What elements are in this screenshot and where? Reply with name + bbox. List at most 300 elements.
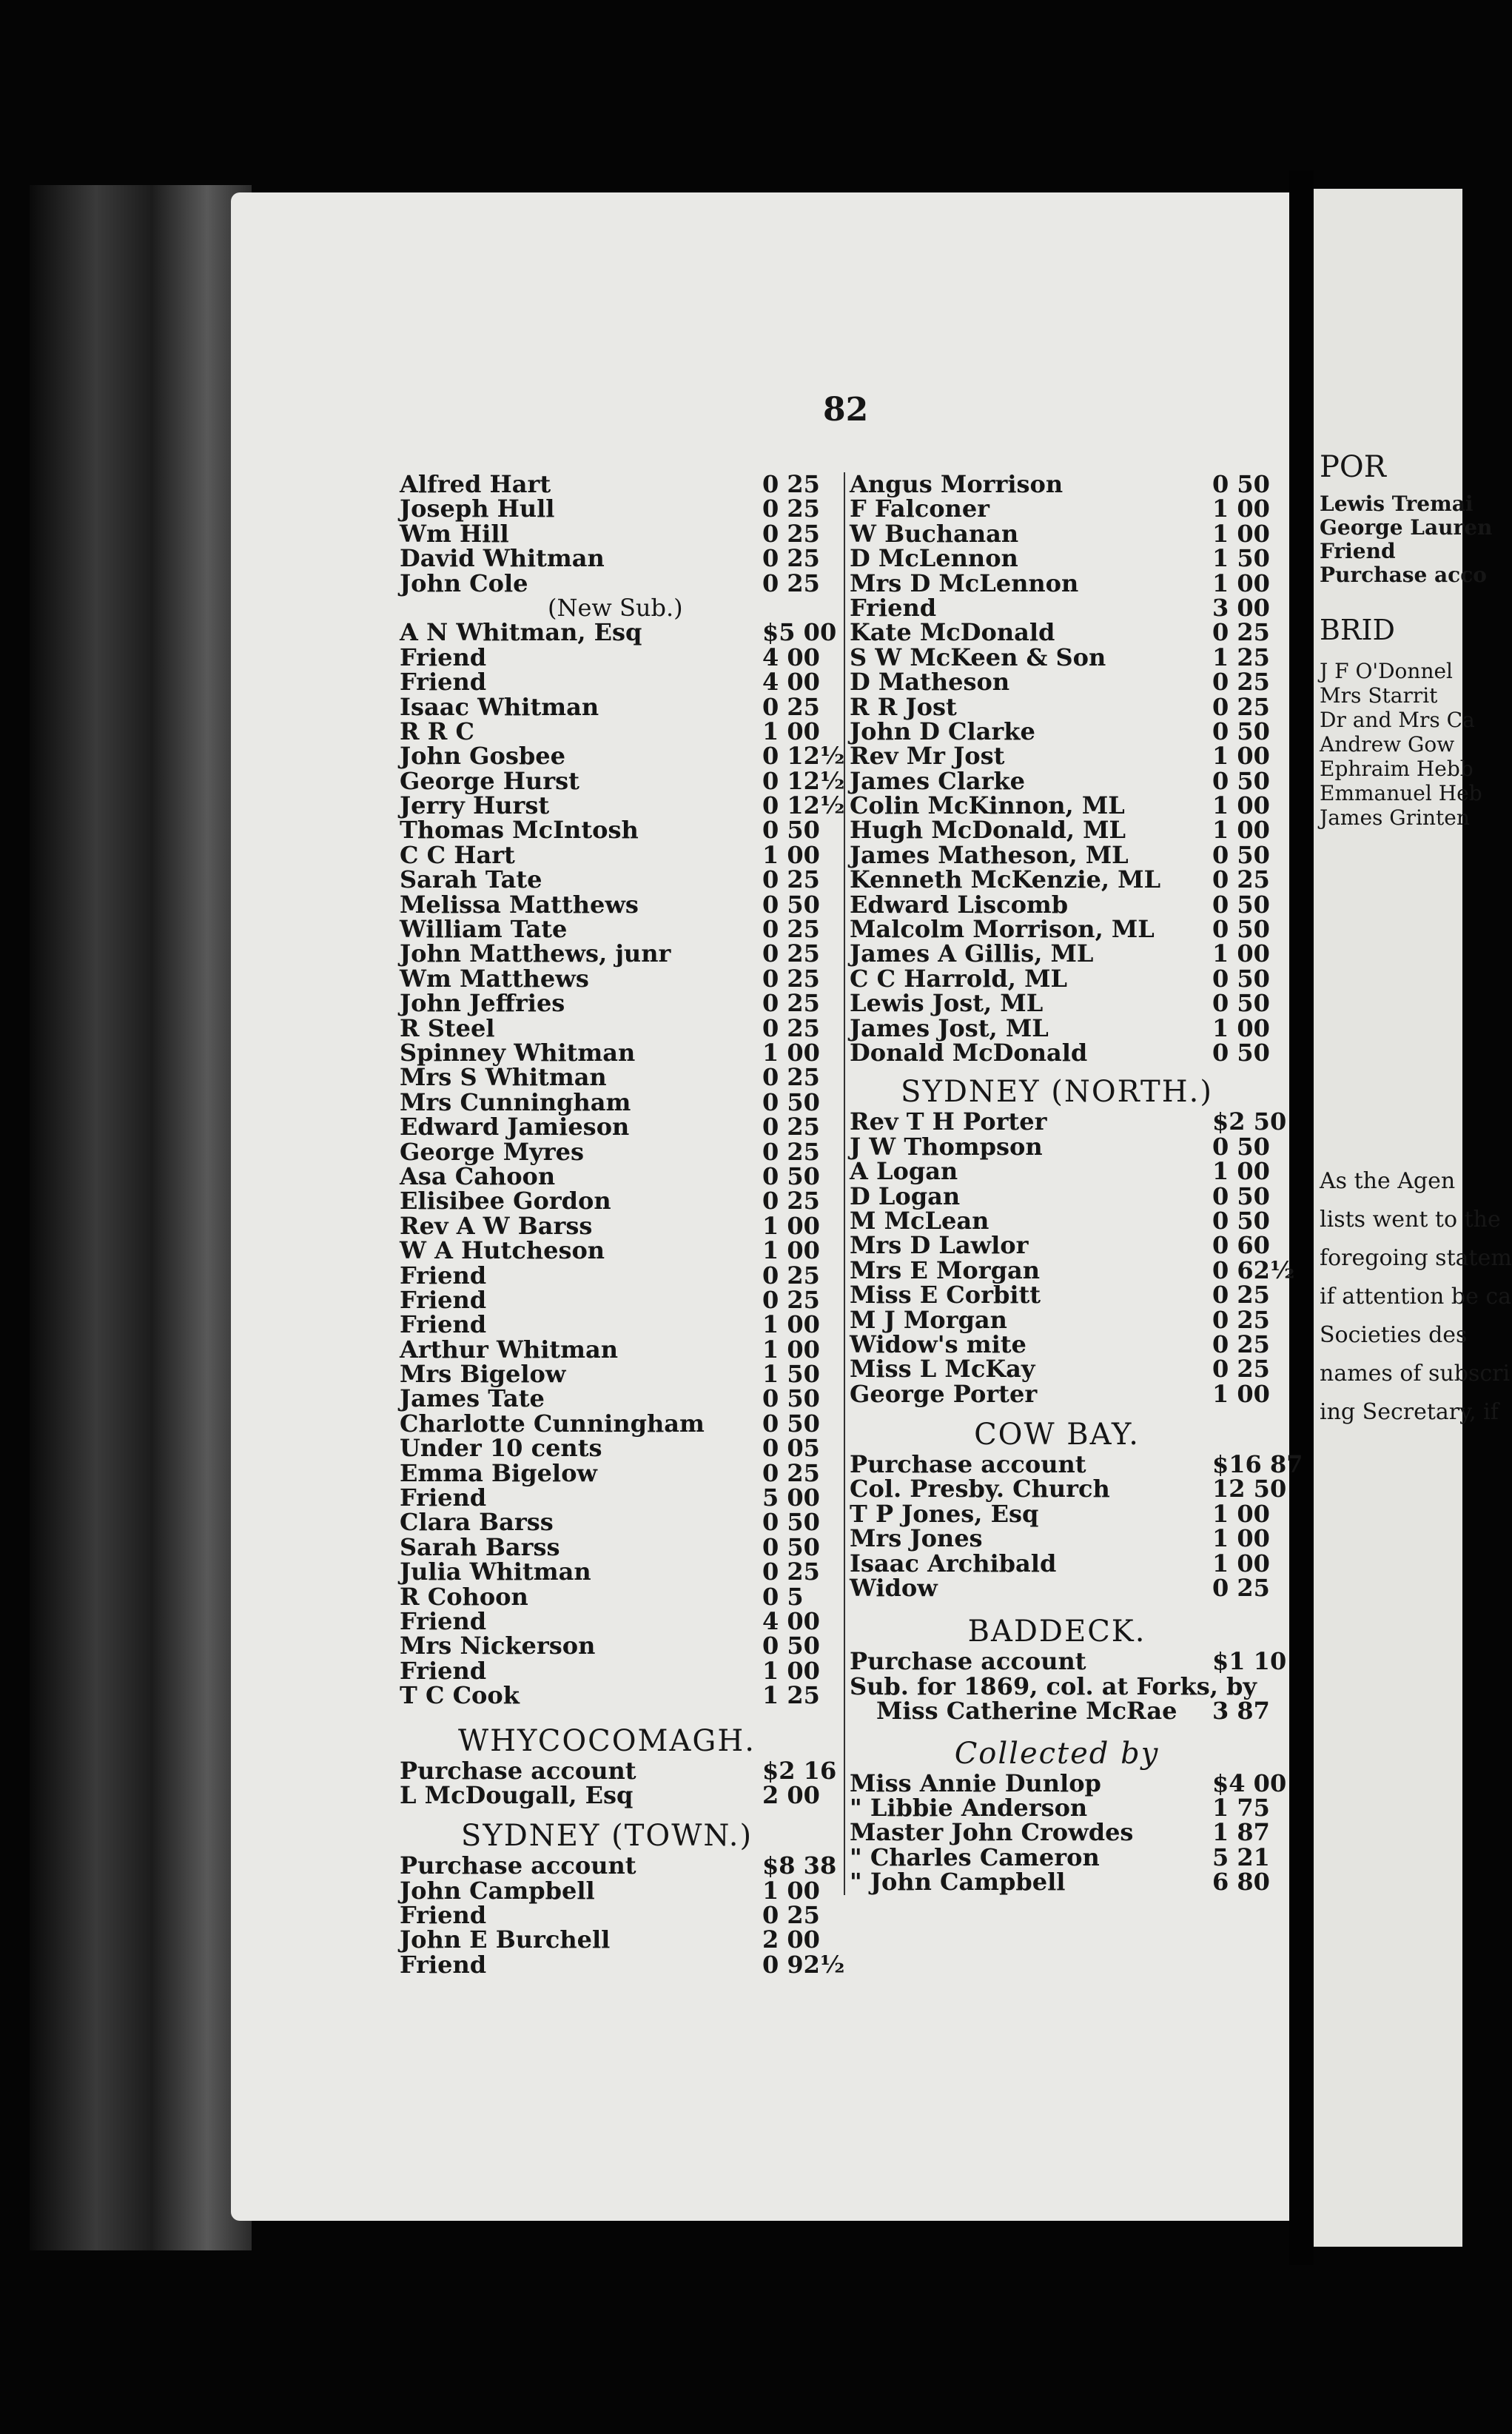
right-page-line: Lewis Tremai [1320, 492, 1474, 516]
subscriber-name: A Logan [850, 1157, 958, 1186]
amount: 0 50 [1212, 1206, 1270, 1235]
right-page-line: J F O'Donnel [1320, 659, 1454, 683]
amount: 0 62½ [1212, 1255, 1295, 1284]
list-item [850, 1107, 1287, 1136]
amount: 0 5 [762, 1582, 804, 1611]
list-item [850, 1674, 1264, 1699]
subscriber-name: Mrs Jones [850, 1524, 983, 1553]
subscriber-name: Friend [400, 1656, 487, 1685]
amount: 1 00 [762, 1211, 820, 1240]
amount: 12 50 [1212, 1475, 1287, 1503]
subscriber-name: Friend [400, 1901, 487, 1930]
list-item [850, 939, 1270, 968]
amount: 0 50 [762, 1532, 820, 1561]
amount: 3 87 [1212, 1697, 1270, 1726]
subscriber-name: R R C [400, 717, 474, 745]
list-item [850, 1549, 1270, 1578]
subscriber-name: Julia Whitman [400, 1558, 591, 1586]
subscriber-name: Purchase account [400, 1756, 636, 1785]
amount: 1 00 [1212, 1499, 1270, 1528]
amount: 0 50 [1212, 964, 1270, 993]
list-item [850, 1013, 1270, 1042]
amount: 0 25 [762, 692, 820, 721]
amount: 0 25 [762, 1458, 820, 1487]
subscriber-name: D Matheson [850, 668, 1010, 697]
subscriber-name: Purchase account [850, 1450, 1086, 1479]
subscriber-name: T C Cook [400, 1681, 520, 1710]
section-heading-baddeck: BADDECK. [967, 1615, 1146, 1649]
list-item [400, 1950, 845, 1979]
list-item [850, 1843, 1270, 1871]
subscriber-name: William Tate [400, 915, 568, 944]
list-item [400, 1187, 820, 1216]
amount: 1 00 [762, 1310, 820, 1339]
amount: 1 00 [1212, 1524, 1270, 1553]
amount: 1 50 [1212, 544, 1270, 573]
amount: $4 00 [1212, 1768, 1287, 1797]
amount: 0 25 [762, 865, 820, 894]
list-item [400, 890, 820, 919]
list-item [400, 742, 845, 771]
amount: 1 00 [1212, 1379, 1270, 1408]
amount: 1 00 [1212, 816, 1270, 845]
amount: 0 50 [762, 1632, 820, 1660]
section-heading-sydney-north: SYDNEY (NORTH.) [901, 1075, 1213, 1110]
subscriber-name: L McDougall, Esq [400, 1780, 634, 1809]
list-item [400, 1236, 820, 1265]
list-item [850, 519, 1270, 548]
subscriber-name: Purchase account [850, 1647, 1086, 1676]
subscriber-name: " Libbie Anderson [850, 1793, 1088, 1822]
book-page-right [1314, 189, 1512, 2247]
amount: 1 00 [762, 1236, 820, 1265]
list-item [400, 519, 820, 548]
subscriber-name: S W McKeen & Son [850, 643, 1106, 671]
list-item [850, 717, 1270, 745]
right-page-line: Purchase acco [1320, 563, 1487, 587]
list-item [400, 1261, 820, 1290]
amount: 0 25 [1212, 1330, 1270, 1358]
amount: 1 00 [1212, 939, 1270, 968]
subscriber-name: Rev Mr Jost [850, 742, 1005, 771]
list-item [850, 865, 1270, 894]
right-page-heading: POR [1320, 450, 1386, 484]
subscriber-name: Melissa Matthews [400, 890, 639, 919]
list-item [400, 1409, 820, 1438]
subscriber-name: John Gosbee [400, 742, 565, 771]
list-item [400, 494, 820, 523]
subscriber-name: John Jeffries [400, 989, 565, 1018]
subscriber-name: R R Jost [850, 692, 957, 721]
subscriber-name: Joseph Hull [400, 494, 555, 523]
subscriber-name: Alfred Hart [400, 470, 551, 498]
right-page-line: Ephraim Hebb [1320, 757, 1474, 781]
amount: 1 00 [762, 717, 820, 745]
list-item [400, 816, 820, 845]
amount: 0 50 [1212, 890, 1270, 919]
amount: 1 00 [762, 1038, 820, 1067]
subscriber-name: Arthur Whitman [400, 1335, 618, 1364]
amount: 1 00 [1212, 1013, 1270, 1042]
subscriber-name: Edward Liscomb [850, 890, 1069, 919]
list-item [850, 1038, 1270, 1067]
amount: 1 00 [1212, 494, 1270, 523]
subscriber-name: Donald McDonald [850, 1038, 1088, 1067]
amount: 0 25 [762, 939, 820, 968]
list-item [400, 1582, 814, 1611]
list-item [400, 1925, 820, 1954]
amount: 0 25 [762, 494, 820, 523]
subscriber-name: Rev A W Barss [400, 1211, 593, 1240]
list-item [400, 1780, 820, 1809]
right-page-paragraph-line: lists went to the [1320, 1207, 1501, 1233]
right-page-paragraph-line: Societies des [1320, 1322, 1468, 1348]
list-item [850, 1647, 1287, 1676]
subscriber-name: Charlotte Cunningham [400, 1409, 705, 1438]
subscriber-name: W A Hutcheson [400, 1236, 605, 1265]
list-item [400, 1360, 820, 1389]
list-item [400, 915, 820, 944]
subscriber-name: James A Gillis, ML [850, 939, 1094, 968]
subscriber-name: Friend [400, 668, 487, 697]
list-item [850, 742, 1270, 771]
list-item [850, 1768, 1287, 1797]
list-item [850, 569, 1270, 597]
right-page-line: George Lauren [1320, 515, 1493, 540]
list-item [850, 840, 1270, 869]
amount: 1 00 [1212, 1549, 1270, 1578]
amount: 0 05 [762, 1434, 820, 1463]
subscriber-name: D Logan [850, 1181, 961, 1210]
list-item [400, 668, 820, 697]
list-item [400, 1656, 820, 1685]
list-item [850, 692, 1270, 721]
amount: 0 25 [762, 1901, 820, 1930]
subscriber-name: Sub. for 1869, col. at Forks, by [850, 1672, 1257, 1700]
list-item [850, 618, 1270, 647]
amount: 4 00 [762, 1606, 820, 1635]
subscriber-name: Mrs D Lawlor [850, 1231, 1029, 1260]
amount: $2 16 [762, 1756, 837, 1785]
amount: 0 25 [1212, 1574, 1270, 1603]
collected-by-label: Collected by [954, 1736, 1160, 1771]
subscriber-name: Angus Morrison [850, 470, 1064, 498]
amount: 0 25 [762, 1285, 820, 1314]
list-item [850, 964, 1270, 993]
right-page-line: Emmanuel Heb [1320, 781, 1482, 805]
list-item [850, 1793, 1270, 1822]
subscriber-name: Friend [400, 643, 487, 671]
subscriber-name: Master John Crowdes [850, 1818, 1134, 1847]
list-item [850, 766, 1270, 795]
subscriber-name: Under 10 cents [400, 1434, 602, 1463]
subscriber-name: C C Harrold, ML [850, 964, 1067, 993]
subscriber-name: Asa Cahoon [400, 1161, 556, 1190]
subscriber-name: R Cohoon [400, 1582, 528, 1611]
subscriber-name: J W Thompson [850, 1132, 1043, 1161]
right-page-paragraph-line: ing Secretary, if [1320, 1399, 1499, 1425]
right-page-line: Andrew Gow [1320, 732, 1455, 757]
list-item [400, 1285, 820, 1314]
list-item [400, 1063, 820, 1092]
subscriber-name: Wm Matthews [400, 964, 589, 993]
subscriber-name: Friend [400, 1261, 487, 1290]
amount: 1 00 [762, 1335, 820, 1364]
list-item [850, 494, 1270, 523]
subscriber-name: John Campbell [400, 1876, 595, 1905]
amount: 0 50 [1212, 915, 1270, 944]
amount: 2 00 [762, 1780, 820, 1809]
subscriber-name: John D Clarke [850, 717, 1035, 745]
list-item [400, 840, 820, 869]
subscriber-name: Friend [400, 1483, 487, 1512]
list-item [400, 1851, 837, 1880]
list-item [400, 1901, 820, 1930]
subscriber-name: C C Hart [400, 840, 515, 869]
amount: 1 00 [1212, 519, 1270, 548]
subscriber-name: Rev T H Porter [850, 1107, 1047, 1136]
right-page-paragraph-line: if attention be ca [1320, 1284, 1512, 1310]
list-item [400, 766, 845, 795]
section-heading-cow-bay: COW BAY. [974, 1418, 1140, 1452]
right-page-paragraph-line: names of subscri [1320, 1361, 1511, 1387]
list-item [400, 1013, 820, 1042]
list-item [850, 1379, 1270, 1408]
subscriber-name: Miss Catherine McRae [876, 1697, 1177, 1726]
subscriber-name: Kate McDonald [850, 618, 1055, 647]
amount: 0 50 [762, 1161, 820, 1190]
amount: 3 00 [1212, 593, 1270, 622]
right-page-paragraph-line: foregoing statem [1320, 1245, 1512, 1271]
right-page-line: Dr and Mrs Ca [1320, 708, 1475, 732]
amount: 0 50 [1212, 766, 1270, 795]
subscriber-name: D McLennon [850, 544, 1018, 573]
amount: 1 50 [762, 1360, 820, 1389]
subscriber-name: " Charles Cameron [850, 1843, 1100, 1871]
subscriber-name: F Falconer [850, 494, 990, 523]
subscriber-name: Mrs E Morgan [850, 1255, 1040, 1284]
list-item [850, 593, 1270, 622]
list-item [400, 1632, 820, 1660]
page-number: 82 [823, 391, 869, 429]
list-item [400, 1558, 820, 1586]
subscriber-name: W Buchanan [850, 519, 1019, 548]
amount: 0 25 [762, 1013, 820, 1042]
subscriber-name: Spinney Whitman [400, 1038, 636, 1067]
list-item [850, 1305, 1270, 1334]
amount: 0 25 [762, 915, 820, 944]
list-item [850, 890, 1270, 919]
amount: 0 50 [762, 1409, 820, 1438]
amount: 0 25 [762, 569, 820, 597]
amount: 0 25 [762, 1137, 820, 1166]
list-item [850, 1206, 1270, 1235]
list-item [850, 668, 1270, 697]
list-item [850, 1475, 1287, 1503]
subscriber-name: Widow's mite [850, 1330, 1027, 1358]
subscriber-name: Miss Annie Dunlop [850, 1768, 1101, 1797]
list-item [400, 1087, 820, 1116]
subscriber-name: " John Campbell [850, 1868, 1066, 1897]
amount: $8 38 [762, 1851, 837, 1880]
subscriber-name: Malcolm Morrison, ML [850, 915, 1155, 944]
amount: 2 00 [762, 1925, 820, 1954]
subscriber-name: Isaac Whitman [400, 692, 599, 721]
amount: 0 12½ [762, 791, 845, 820]
list-item [850, 1499, 1270, 1528]
section-heading-sydney-town: SYDNEY (TOWN.) [460, 1819, 753, 1854]
amount: 0 50 [762, 816, 820, 845]
amount: $1 10 [1212, 1647, 1287, 1676]
list-item [400, 1038, 820, 1067]
book-gutter [1289, 170, 1314, 2265]
subscriber-name: George Hurst [400, 766, 579, 795]
subscriber-name: Friend [400, 1950, 487, 1979]
list-item [850, 1697, 1270, 1726]
amount: 1 25 [1212, 643, 1270, 671]
right-page-paragraph-line: As the Agen [1320, 1168, 1456, 1194]
list-item [850, 1355, 1270, 1384]
subscriber-name: James Clarke [850, 766, 1025, 795]
list-item [400, 1606, 820, 1635]
amount: 1 00 [762, 1876, 820, 1905]
subscriber-name: George Myres [400, 1137, 585, 1166]
subscriber-name: (New Sub.) [548, 593, 683, 622]
list-item [400, 1384, 820, 1413]
amount: 0 25 [1212, 865, 1270, 894]
subscriber-name: Emma Bigelow [400, 1458, 597, 1487]
subscriber-name: Mrs Bigelow [400, 1360, 566, 1389]
amount: 1 00 [1212, 742, 1270, 771]
amount: 5 21 [1212, 1843, 1270, 1871]
amount: 0 25 [762, 519, 820, 548]
list-item [400, 1161, 820, 1190]
list-item [850, 1818, 1270, 1847]
right-page-line: Friend [1320, 539, 1396, 563]
subscriber-name: Miss E Corbitt [850, 1281, 1041, 1310]
subscriber-name: R Steel [400, 1013, 495, 1042]
amount: 1 00 [762, 1656, 820, 1685]
amount: 0 25 [1212, 1355, 1270, 1384]
list-item [400, 593, 814, 622]
list-item [400, 939, 820, 968]
amount: 1 25 [762, 1681, 820, 1710]
list-item [400, 1434, 820, 1463]
list-item [400, 1458, 820, 1487]
subscriber-name: Friend [850, 593, 937, 622]
amount: 1 00 [762, 840, 820, 869]
amount: 0 25 [1212, 1281, 1270, 1310]
list-item [400, 1532, 820, 1561]
list-item [850, 1450, 1303, 1479]
amount: 0 25 [762, 1261, 820, 1290]
amount: 0 50 [1212, 717, 1270, 745]
amount: 1 00 [1212, 569, 1270, 597]
list-item [850, 1181, 1270, 1210]
subscriber-name: John Cole [400, 569, 528, 597]
subscriber-name: Thomas McIntosh [400, 816, 639, 845]
amount: 0 25 [1212, 692, 1270, 721]
list-item [400, 1876, 820, 1905]
amount: 0 50 [1212, 989, 1270, 1018]
subscriber-name: James Tate [400, 1384, 545, 1413]
amount: 5 00 [762, 1483, 820, 1512]
subscriber-name: Mrs S Whitman [400, 1063, 607, 1092]
list-item [400, 865, 820, 894]
subscriber-name: Friend [400, 1606, 487, 1635]
amount: 0 25 [762, 470, 820, 498]
list-item [850, 1255, 1295, 1284]
list-item [400, 1335, 820, 1364]
list-item [850, 1281, 1270, 1310]
list-item [400, 1483, 820, 1512]
list-item [850, 1132, 1270, 1161]
subscriber-name: David Whitman [400, 544, 605, 573]
subscriber-name: Elisibee Gordon [400, 1187, 611, 1216]
list-item [850, 816, 1270, 845]
list-item [400, 1137, 820, 1166]
amount: 0 50 [762, 1384, 820, 1413]
list-item [400, 643, 820, 671]
list-item [850, 989, 1270, 1018]
amount: $2 50 [1212, 1107, 1287, 1136]
subscriber-name: Purchase account [400, 1851, 636, 1880]
subscriber-name: Col. Presby. Church [850, 1475, 1110, 1503]
amount: 0 50 [1212, 840, 1270, 869]
amount: 0 50 [1212, 1132, 1270, 1161]
list-item [850, 1330, 1270, 1358]
amount: $16 87 [1212, 1450, 1303, 1479]
subscriber-name: Friend [400, 1310, 487, 1339]
list-item [400, 964, 820, 993]
amount: 0 25 [762, 964, 820, 993]
right-page-line: Mrs Starrit [1320, 683, 1438, 708]
list-item [400, 1681, 820, 1710]
subscriber-name: Miss L McKay [850, 1355, 1035, 1384]
subscriber-name: James Matheson, ML [850, 840, 1129, 869]
list-item [400, 1113, 820, 1141]
amount: 0 25 [762, 989, 820, 1018]
subscriber-name: M J Morgan [850, 1305, 1007, 1334]
amount: 0 60 [1212, 1231, 1270, 1260]
subscriber-name: Mrs Cunningham [400, 1087, 631, 1116]
list-item [850, 1157, 1270, 1186]
list-item [850, 1231, 1270, 1260]
subscriber-name: Sarah Tate [400, 865, 542, 894]
subscriber-name: John Matthews, junr [400, 939, 671, 968]
subscriber-name: George Porter [850, 1379, 1038, 1408]
amount: 1 00 [1212, 1157, 1270, 1186]
amount: 0 25 [1212, 618, 1270, 647]
subscriber-name: A N Whitman, Esq [400, 618, 642, 647]
subscriber-name: Edward Jamieson [400, 1113, 630, 1141]
left-subscriber-column [400, 470, 845, 1979]
amount: 0 50 [762, 890, 820, 919]
list-item [400, 791, 845, 820]
subscriber-name: Colin McKinnon, ML [850, 791, 1125, 820]
amount: 0 92½ [762, 1950, 845, 1979]
list-item [400, 1211, 820, 1240]
subscriber-name: Widow [850, 1574, 938, 1603]
amount: 0 25 [762, 1063, 820, 1092]
amount: 0 25 [762, 1558, 820, 1586]
right-page-line: James Grinten [1320, 805, 1470, 830]
list-item [400, 618, 837, 647]
list-item [400, 989, 820, 1018]
right-subscriber-column [844, 470, 1303, 1897]
list-item [400, 470, 820, 498]
subscriber-name: Kenneth McKenzie, ML [850, 865, 1161, 894]
